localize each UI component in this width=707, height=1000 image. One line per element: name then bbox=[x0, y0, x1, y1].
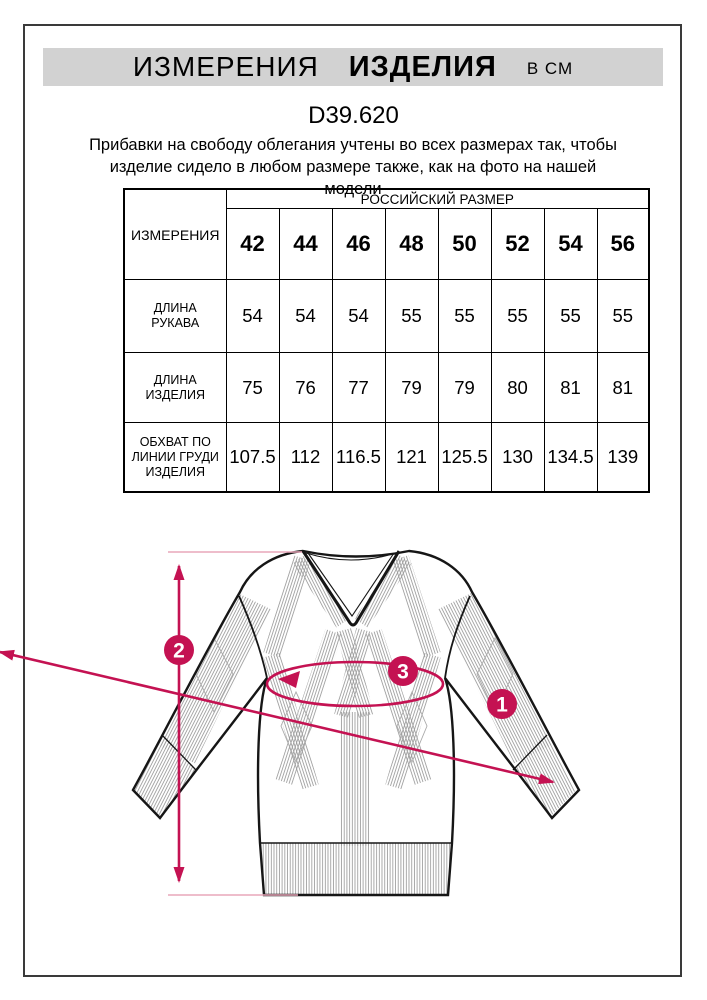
measurement-value: 134.5 bbox=[544, 423, 597, 493]
measurement-value: 55 bbox=[491, 280, 544, 353]
measurement-value: 81 bbox=[544, 353, 597, 423]
measurement-value: 75 bbox=[226, 353, 279, 423]
page-title: ИЗМЕРЕНИЯ bbox=[132, 51, 319, 82]
size-column-header: 54 bbox=[544, 209, 597, 280]
measurement-value: 54 bbox=[226, 280, 279, 353]
page-title-emphasis: ИЗДЕЛИЯ bbox=[348, 50, 497, 83]
measurement-value: 81 bbox=[597, 353, 649, 423]
fit-note: Прибавки на свободу облегания учтены во всех размерах так, чтобы изделие сидело в любом размере также, как на фото на нашей модели bbox=[89, 136, 617, 198]
diagram-badge-chest-girth bbox=[388, 656, 418, 686]
measurement-value: 116.5 bbox=[332, 423, 385, 493]
measurement-value: 80 bbox=[491, 353, 544, 423]
measurement-value: 77 bbox=[332, 353, 385, 423]
measurement-value: 55 bbox=[385, 280, 438, 353]
measurement-value: 121 bbox=[385, 423, 438, 493]
measurement-label: ОБХВАТ ПО ЛИНИИ ГРУДИ ИЗДЕЛИЯ bbox=[124, 423, 226, 493]
row-badge-3: 3 bbox=[90, 443, 101, 464]
measurement-value: 79 bbox=[385, 353, 438, 423]
measurements-corner-cell: ИЗМЕРЕНИЯ bbox=[124, 189, 226, 280]
table-row bbox=[124, 423, 649, 493]
size-table bbox=[123, 188, 650, 493]
size-column-header: 42 bbox=[226, 209, 279, 280]
measurement-value: 54 bbox=[332, 280, 385, 353]
measurement-value: 112 bbox=[279, 423, 332, 493]
size-column-header: 52 bbox=[491, 209, 544, 280]
russian-size-header: РОССИЙСКИЙ РАЗМЕР bbox=[226, 189, 649, 209]
measurement-value: 125.5 bbox=[438, 423, 491, 493]
product-code: D39.620 bbox=[308, 102, 399, 129]
size-column-header: 44 bbox=[279, 209, 332, 280]
measurement-value: 76 bbox=[279, 353, 332, 423]
size-column-header: 46 bbox=[332, 209, 385, 280]
diagram-badge-sleeve-length bbox=[487, 689, 517, 719]
size-column-header: 48 bbox=[385, 209, 438, 280]
diagram-badge-garment-length bbox=[164, 635, 194, 665]
measurement-value: 130 bbox=[491, 423, 544, 493]
table-row bbox=[124, 353, 649, 423]
table-row bbox=[124, 280, 649, 353]
measurement-value: 55 bbox=[597, 280, 649, 353]
title-band bbox=[43, 48, 663, 86]
size-column-header: 56 bbox=[597, 209, 649, 280]
measurement-value: 79 bbox=[438, 353, 491, 423]
measurement-label: ДЛИНА РУКАВА bbox=[124, 280, 226, 353]
units-label: В СМ bbox=[526, 59, 574, 78]
row-badge-2: 2 bbox=[90, 373, 101, 394]
measurement-value: 55 bbox=[544, 280, 597, 353]
measurement-value: 55 bbox=[438, 280, 491, 353]
measurement-value: 139 bbox=[597, 423, 649, 493]
size-table-body bbox=[124, 189, 649, 492]
svg-text:2: 2 bbox=[173, 639, 185, 663]
measurement-value: 54 bbox=[279, 280, 332, 353]
measurement-value: 107.5 bbox=[226, 423, 279, 493]
size-column-header: 50 bbox=[438, 209, 491, 280]
svg-text:1: 1 bbox=[496, 693, 508, 717]
garment-sketch bbox=[0, 520, 707, 1000]
svg-text:3: 3 bbox=[397, 660, 409, 684]
measurement-label: ДЛИНА ИЗДЕЛИЯ bbox=[124, 353, 226, 423]
row-badge-1: 1 bbox=[90, 302, 101, 323]
